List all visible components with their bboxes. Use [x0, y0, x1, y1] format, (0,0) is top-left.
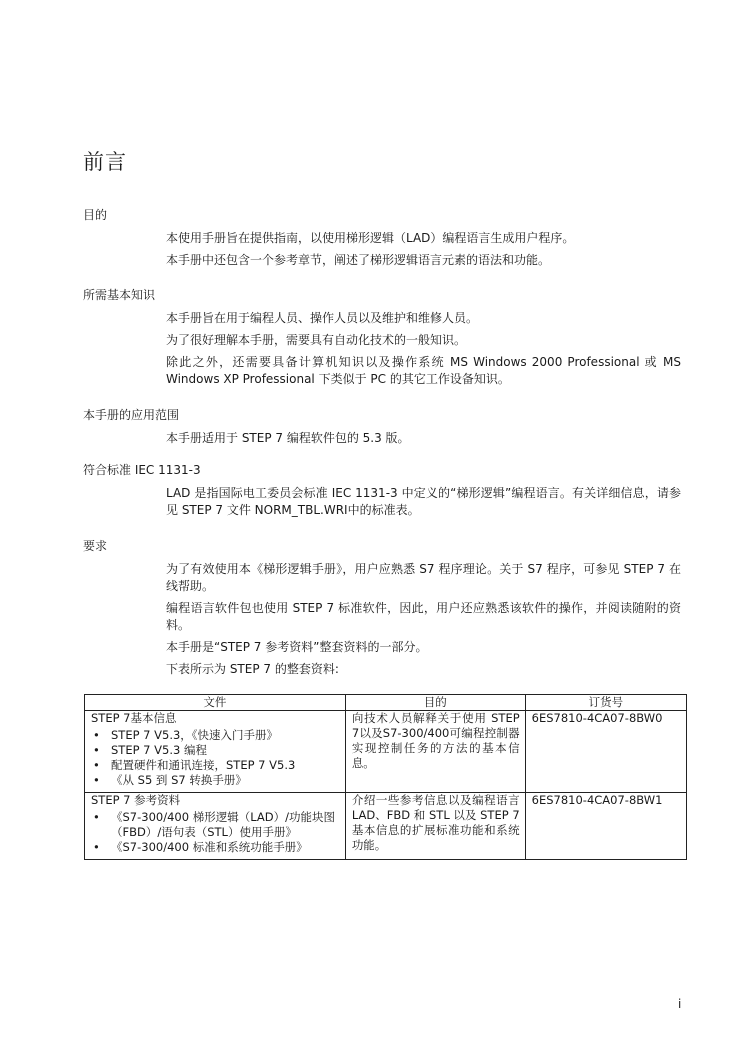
paragraph: 本手册是“STEP 7 参考资料”整套资料的一部分。 [166, 640, 428, 654]
document-cell [85, 711, 346, 793]
table-row [85, 793, 687, 860]
table-row [85, 711, 687, 793]
section-heading: 本手册的应用范围 [83, 408, 180, 422]
page-number: i [678, 997, 682, 1011]
list-item: • STEP 7 V5.3，《快速入门手册》 [111, 728, 340, 743]
paragraph: 为了很好理解本手册，需要具有自动化技术的一般知识。 [166, 333, 467, 347]
section-scope [83, 407, 688, 447]
table-header-row [85, 695, 687, 711]
document-cell [85, 793, 346, 860]
section-standard [83, 462, 688, 519]
order-number-cell: 6ES7810-4CA07-8BW1 [525, 793, 686, 860]
document-list [91, 810, 340, 855]
column-header-order-number: 订货号 [525, 695, 686, 711]
order-number-cell: 6ES7810-4CA07-8BW0 [525, 711, 686, 793]
paragraph: 为了有效使用本《梯形逻辑手册》，用户应熟悉 S7 程序理论。关于 S7 程序，可参见 STEP 7 在线帮助。 [166, 562, 681, 593]
list-item: • STEP 7 V5.3 编程 [111, 743, 340, 758]
paragraph: 下表所示为 STEP 7 的整套资料: [166, 662, 339, 676]
section-heading: 符合标准 IEC 1131-3 [83, 463, 201, 477]
document-list [91, 728, 340, 788]
list-item: • 《从 S5 到 S7 转换手册》 [111, 773, 340, 788]
page-title: 前言 [83, 150, 127, 174]
paragraph: 本手册旨在用于编程人员、操作人员以及维护和维修人员。 [166, 311, 479, 325]
paragraph: 本使用手册旨在提供指南，以使用梯形逻辑（LAD）编程语言生成用户程序。 [166, 231, 575, 245]
section-purpose [83, 207, 688, 269]
section-requirements [83, 538, 688, 678]
purpose-cell: 向技术人员解释关于使用 STEP 7以及S7-300/400可编程控制器实现控制任务的方法的基本信息。 [345, 711, 525, 793]
section-heading: 目的 [83, 208, 108, 222]
list-item: • 《S7-300/400 梯形逻辑（LAD）/功能块图（FBD）/语句表（STL）使用手册》 [111, 810, 340, 840]
paragraph: 本手册中还包含一个参考章节，阐述了梯形逻辑语言元素的语法和功能。 [166, 253, 551, 267]
document-title: STEP 7基本信息 [91, 711, 177, 725]
list-item: • 配置硬件和通讯连接，STEP 7 V5.3 [111, 758, 340, 773]
column-header-document: 文件 [85, 695, 346, 711]
paragraph: LAD 是指国际电工委员会标准 IEC 1131-3 中定义的“梯形逻辑”编程语言。有关详细信息，请参见 STEP 7 文件 NORM_TBL.WRI中的标准表。 [166, 486, 681, 517]
purpose-cell: 介绍一些参考信息以及编程语言 LAD、FBD 和 STL 以及 STEP 7 基本信息的扩展标准功能和系统功能。 [345, 793, 525, 860]
list-item: • 《S7-300/400 标准和系统功能手册》 [111, 840, 340, 855]
paragraph: 编程语言软件包也使用 STEP 7 标准软件，因此，用户还应熟悉该软件的操作，并阅读随附的资料。 [166, 601, 681, 632]
paragraph: 本手册适用于 STEP 7 编程软件包的 5.3 版。 [166, 431, 410, 445]
section-heading: 要求 [83, 539, 108, 553]
paragraph: 除此之外，还需要具备计算机知识以及操作系统 MS Windows 2000 Professional 或 MS Windows XP Professional 下类似于 PC 的其它工作设备知识。 [166, 355, 681, 386]
section-heading: 所需基本知识 [83, 288, 156, 302]
documentation-table [84, 694, 687, 860]
column-header-purpose: 目的 [345, 695, 525, 711]
section-prerequisites [83, 287, 688, 388]
document-title: STEP 7 参考资料 [91, 793, 181, 807]
